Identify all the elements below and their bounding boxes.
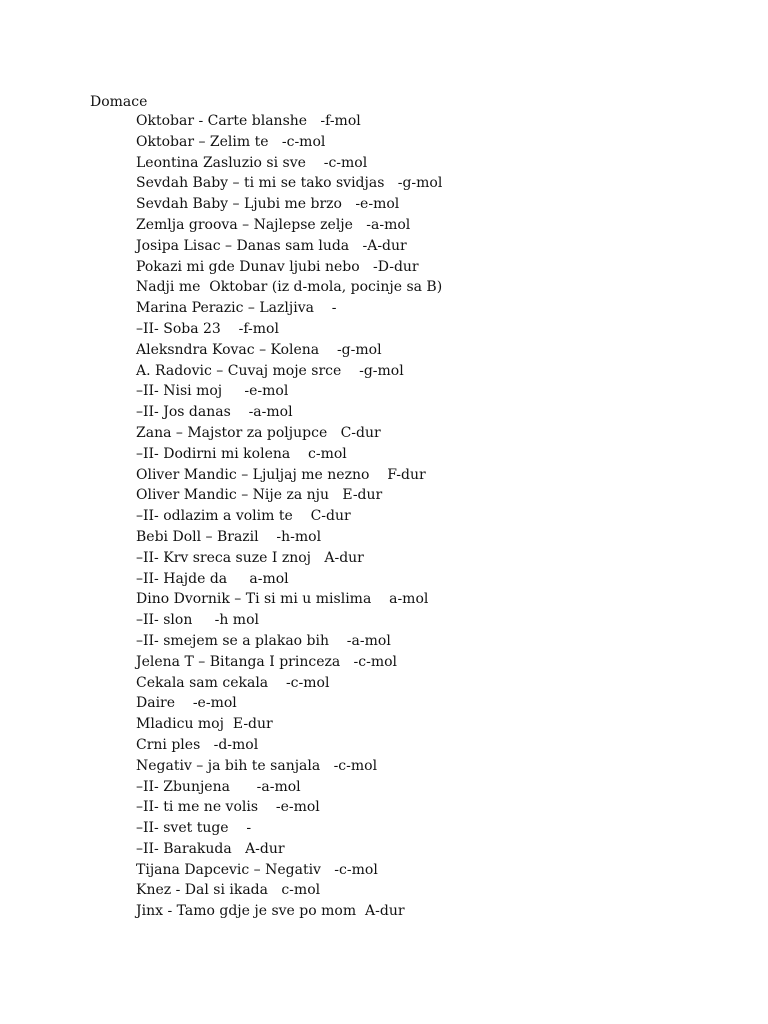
list-item-text: –II- Krv sreca suze I znoj A-dur [136,549,364,566]
list-item-text: Cekala sam cekala -c-mol [136,674,330,691]
list-item-text: –II- Barakuda A-dur [136,840,285,857]
list-item-text: Jinx - Tamo gdje je sve po mom A-dur [136,903,405,920]
list-item-text: Mladicu moj E-dur [136,716,273,733]
list-item-text: –II- odlazim a volim te C-dur [136,508,351,525]
list-item-text: Josipa Lisac – Danas sam luda -A-dur [136,237,407,254]
list-item-text: –II- slon -h mol [136,612,259,629]
list-item-text: Negativ – ja bih te sanjala -c-mol [136,757,378,774]
list-item-text: Leontina Zasluzio si sve -c-mol [136,154,368,171]
list-item-text: Aleksndra Kovac – Kolena -g-mol [136,341,382,358]
list-item-text: Zana – Majstor za poljupce C-dur [136,424,381,441]
list-item-text: Dino Dvornik – Ti si mi u mislima a-mol [136,591,429,608]
list-item-text: –II- Hajde da a-mol [136,570,289,587]
list-item-text: Jelena T – Bitanga I princeza -c-mol [136,653,398,670]
list-item-text: –II- Jos danas -a-mol [136,404,293,421]
list-item-text: Oliver Mandic – Ljuljaj me nezno F-dur [136,466,426,483]
list-item-text: Daire -e-mol [136,695,237,712]
list-item-text: –II- Dodirni mi kolena c-mol [136,445,347,462]
list-item-text: Crni ples -d-mol [136,736,259,753]
list-item-text: Sevdah Baby – ti mi se tako svidjas -g-mol [136,175,443,192]
list-item-text: Marina Perazic – Lazljiva - [136,300,337,317]
list-item-text: Sevdah Baby – Ljubi me brzo -e-mol [136,196,400,213]
list-item-text: Pokazi mi gde Dunav ljubi nebo -D-dur [136,258,419,275]
list-item-text: Zemlja groova – Najlepse zelje -a-mol [136,216,411,233]
list-item-text: –II- smejem se a plakao bih -a-mol [136,632,391,649]
list-item-text: Knez - Dal si ikada c-mol [136,882,321,899]
list-item-text: Tijana Dapcevic – Negativ -c-mol [136,861,378,878]
document-heading: Domace [90,94,148,110]
list-item-text: –II- Nisi moj -e-mol [136,383,289,400]
list-item-text: Bebi Doll – Brazil -h-mol [136,528,322,545]
list-item-text: –II- ti me ne volis -e-mol [136,799,320,816]
list-item-text: Nadji me Oktobar (iz d-mola, pocinje sa B) [136,279,443,296]
list-item-text: –II- svet tuge - [136,820,252,837]
list-item-text: Oktobar - Carte blanshe -f-mol [136,113,361,129]
list-item-text: –II- Soba 23 -f-mol [136,320,279,337]
list-item-text: Oktobar – Zelim te -c-mol [136,133,326,150]
list-item-text: –II- Zbunjena -a-mol [136,778,301,795]
list-item-text: A. Radovic – Cuvaj moje srce -g-mol [136,362,404,379]
list-item-text: Oliver Mandic – Nije za nju E-dur [136,487,383,504]
